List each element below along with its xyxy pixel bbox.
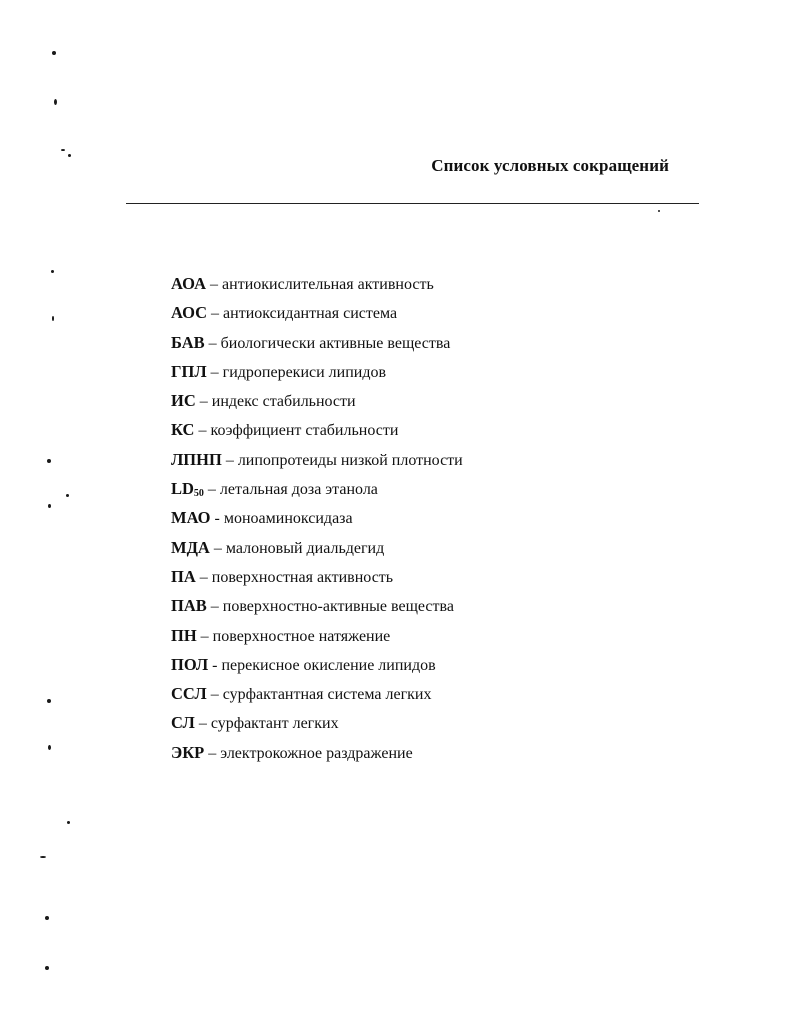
- abbreviation-definition: поверхностно-активные вещества: [222, 598, 454, 616]
- abbreviation-item: [171, 448, 463, 477]
- abbreviation-term: [171, 274, 206, 293]
- abbreviation-item: [171, 741, 463, 770]
- abbreviation-term: [171, 538, 210, 557]
- abbreviation-term-text: ССЛ: [171, 684, 207, 704]
- abbreviation-separator: –: [210, 598, 219, 616]
- abbreviation-term-text: ЭКР: [171, 742, 205, 762]
- scan-speck: [68, 154, 71, 157]
- abbreviation-definition: биологически активные вещества: [220, 334, 451, 352]
- abbreviation-item: [171, 711, 463, 740]
- abbreviation-item: [171, 418, 463, 447]
- scan-speck: [67, 821, 70, 824]
- abbreviation-separator: –: [199, 393, 208, 411]
- abbreviation-term-text: АОА: [171, 274, 207, 293]
- scan-speck: [40, 856, 46, 858]
- abbreviation-separator: –: [210, 686, 219, 704]
- abbreviation-item: [171, 506, 463, 535]
- abbreviation-definition: сурфактант легких: [210, 715, 339, 733]
- abbreviation-term: [171, 684, 207, 703]
- scan-speck: [47, 459, 51, 463]
- abbreviation-separator: –: [198, 422, 207, 440]
- abbreviation-term-text: АОС: [171, 303, 208, 323]
- abbreviation-term: [171, 596, 207, 615]
- abbreviation-item: [171, 360, 463, 389]
- abbreviation-item: [171, 682, 463, 711]
- abbreviation-item: [171, 389, 463, 418]
- abbreviation-separator: –: [199, 568, 208, 586]
- abbreviation-separator: –: [211, 305, 220, 323]
- abbreviation-item: [171, 536, 463, 565]
- abbreviation-item: [171, 624, 463, 653]
- abbreviation-item: [171, 653, 463, 682]
- title-divider: [126, 203, 699, 204]
- abbreviation-term: [171, 333, 205, 352]
- abbreviation-term-text: ГПЛ: [171, 361, 207, 381]
- abbreviation-term: [171, 655, 208, 674]
- abbreviation-separator: –: [200, 627, 209, 645]
- abbreviation-definition: летальная доза этанола: [219, 481, 378, 499]
- scan-speck: [52, 51, 56, 55]
- abbreviation-separator: –: [208, 334, 217, 352]
- scan-speck: [45, 916, 49, 920]
- abbreviation-term: [171, 479, 204, 498]
- abbreviation-term-text: МДА: [171, 537, 210, 557]
- abbreviation-term: [171, 743, 204, 762]
- abbreviation-term-text: ЛПНП: [171, 449, 222, 469]
- abbreviation-term: [171, 303, 207, 322]
- abbreviation-term: [171, 508, 211, 527]
- abbreviation-separator: –: [198, 715, 207, 733]
- abbreviation-term-text: LD: [171, 479, 194, 499]
- abbreviation-term: [171, 391, 196, 410]
- abbreviation-separator: –: [210, 276, 219, 293]
- abbreviation-separator: –: [207, 481, 216, 499]
- abbreviation-item: [171, 331, 463, 360]
- abbreviation-definition: гидроперекиси липидов: [222, 363, 387, 381]
- abbreviation-separator: -: [214, 510, 220, 528]
- abbreviation-definition: моноаминоксидаза: [223, 510, 353, 528]
- abbreviation-separator: –: [225, 451, 234, 469]
- abbreviation-item: [171, 301, 463, 330]
- abbreviation-definition: поверхностная активность: [211, 568, 394, 586]
- abbreviation-term: [171, 713, 195, 732]
- abbreviation-item: [171, 477, 463, 506]
- abbreviation-term: [171, 450, 222, 469]
- abbreviation-term-subscript: 50: [193, 488, 204, 500]
- abbreviation-item: [171, 272, 463, 301]
- abbreviation-separator: –: [208, 744, 217, 762]
- abbreviation-term-text: ПН: [171, 625, 197, 645]
- abbreviation-definition: липопротеиды низкой плотности: [237, 451, 463, 469]
- abbreviation-definition: антиокислительная активность: [222, 276, 434, 293]
- abbreviation-term-text: ИС: [171, 391, 196, 411]
- abbreviation-definition: перекисное окисление липидов: [221, 656, 436, 674]
- abbreviation-definition: электрокожное раздражение: [220, 744, 413, 762]
- abbreviation-term-text: СЛ: [171, 713, 195, 733]
- abbreviation-term: [171, 362, 207, 381]
- abbreviation-term-text: ПОЛ: [171, 654, 209, 674]
- abbreviation-definition: поверхностное натяжение: [212, 627, 391, 645]
- abbreviation-term-text: ПАВ: [171, 596, 207, 616]
- scan-speck: [658, 210, 660, 212]
- abbreviation-list: [171, 272, 463, 770]
- scan-speck: [51, 270, 54, 273]
- abbreviation-term-text: МАО: [171, 508, 211, 528]
- scan-speck: [45, 966, 49, 970]
- scan-speck: [48, 745, 51, 750]
- abbreviation-item: [171, 565, 463, 594]
- abbreviation-definition: индекс стабильности: [211, 393, 356, 411]
- scan-speck: [61, 149, 65, 151]
- abbreviation-term: [171, 420, 194, 439]
- abbreviation-term: [171, 626, 197, 645]
- abbreviation-term-text: КС: [171, 420, 195, 440]
- page-title: Список условных сокращений: [431, 156, 669, 175]
- abbreviation-definition: коэффициент стабильности: [210, 422, 399, 440]
- scan-speck: [47, 699, 51, 703]
- abbreviation-term: [171, 567, 196, 586]
- abbreviation-definition: сурфактантная система легких: [222, 686, 432, 704]
- abbreviation-separator: –: [210, 363, 219, 381]
- abbreviation-term-text: БАВ: [171, 332, 205, 352]
- abbreviation-item: [171, 594, 463, 623]
- abbreviation-separator: -: [212, 656, 218, 674]
- scan-speck: [52, 316, 54, 321]
- scan-speck: [48, 504, 51, 508]
- scan-speck: [66, 494, 69, 497]
- abbreviation-separator: –: [213, 539, 222, 557]
- abbreviation-term-text: ПА: [171, 566, 196, 586]
- abbreviation-definition: малоновый диальдегид: [225, 539, 385, 557]
- abbreviation-definition: антиоксидантная система: [223, 305, 398, 323]
- scan-speck: [54, 99, 57, 105]
